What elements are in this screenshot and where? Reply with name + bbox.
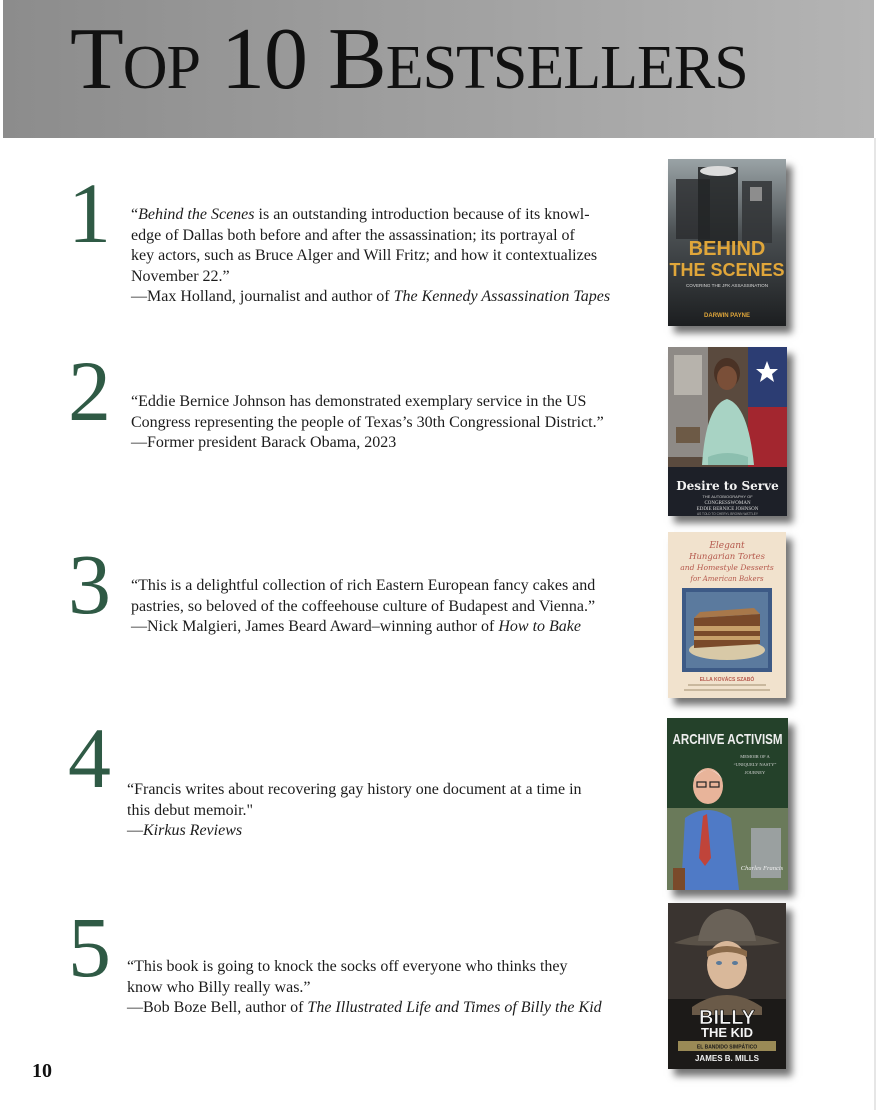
svg-text:MEMOIR OF A: MEMOIR OF A [740, 754, 770, 759]
book-cover-desire-to-serve[interactable] [668, 347, 787, 516]
book-cover-behind-the-scenes[interactable] [668, 159, 786, 326]
svg-text:THE AUTOBIOGRAPHY OF: THE AUTOBIOGRAPHY OF [702, 494, 753, 499]
review-quote [131, 392, 604, 454]
svg-text:AS TOLD TO CHERYL BROWN WATTLE: AS TOLD TO CHERYL BROWN WATTLEY [696, 512, 759, 516]
quote-attribution: —Nick Malgieri, James Beard Award–winning author of How to Bake [131, 618, 581, 635]
cover-author: JAMES B. MILLS [694, 1054, 760, 1063]
quote-line: this debut memoir." [127, 801, 254, 819]
svg-text:EDDIE BERNICE JOHNSON: EDDIE BERNICE JOHNSON [696, 507, 759, 512]
quote-line: edge of Dallas both before and after the assassination; its portrayal of [131, 226, 575, 244]
quote-line: Congress representing the people of Texas’s 30th Congressional District.” [131, 413, 604, 431]
cover-title-line2: THE SCENES [669, 260, 785, 280]
cover-author: ELLA KOVÁCS SZABÓ [699, 677, 755, 683]
quote-line: pastries, so beloved of the coffeehouse culture of Budapest and Vienna.” [131, 597, 596, 615]
rank-number: 3 [68, 536, 111, 632]
quote-line: key actors, such as Bruce Alger and Will Fritz; and how it contextualizes [131, 247, 598, 264]
quote-line: “Francis writes about recovering gay history one document at a time in [127, 781, 582, 798]
review-quote [131, 205, 610, 308]
rank-number: 1 [68, 165, 111, 261]
review-quote [127, 957, 602, 1019]
svg-text:Hungarian Tortes: Hungarian Tortes [689, 552, 765, 562]
page-header [3, 0, 874, 138]
cover-title-line2: THE KID [701, 1025, 753, 1040]
cover-title: Desire to Serve [676, 479, 779, 493]
svg-text:JOURNEY: JOURNEY [744, 770, 766, 775]
cover-subtitle: EL BANDIDO SIMPÁTICO [696, 1044, 758, 1051]
rank-number: 4 [68, 710, 111, 806]
cover-title-line1: BILLY [699, 1007, 755, 1029]
cover-author: DARWIN PAYNE [704, 313, 750, 319]
quote-line: know who Billy really was.” [127, 978, 311, 996]
review-quote [131, 576, 595, 638]
book-cover-billy-the-kid[interactable] [668, 903, 786, 1069]
quote-attribution: —Bob Boze Bell, author of The Illustrated Life and Times of Billy the Kid [127, 999, 602, 1016]
quote-attribution: —Former president Barack Obama, 2023 [131, 434, 397, 451]
cover-author: Charles Francis [740, 865, 784, 872]
page-title: Top 10 Bestsellers [70, 11, 748, 108]
rank-number: 5 [68, 899, 111, 995]
svg-text:“UNIQUELY NASTY”: “UNIQUELY NASTY” [733, 762, 777, 767]
book-cover-archive-activism[interactable] [667, 718, 788, 890]
quote-attribution: —Kirkus Reviews [127, 822, 243, 839]
book-cover-hungarian-tortes[interactable] [668, 532, 786, 698]
quote-line: “Behind the Scenes is an outstanding introduction because of its knowl- [131, 206, 590, 223]
quote-line: “This book is going to knock the socks off everyone who thinks they [127, 958, 568, 975]
svg-text:CONGRESSWOMAN: CONGRESSWOMAN [704, 501, 751, 506]
quote-attribution: —Max Holland, journalist and author of The Kennedy Assassination Tapes [131, 288, 611, 305]
quote-line: November 22.” [131, 267, 230, 285]
page-number: 10 [32, 1060, 52, 1082]
quote-line: “Eddie Bernice Johnson has demonstrated exemplary service in the US [131, 393, 587, 410]
svg-text:and Homestyle Desserts: and Homestyle Desserts [680, 563, 774, 572]
cover-title: ARCHIVE ACTIVISM [672, 731, 783, 748]
cover-title-line1: BEHIND [688, 238, 766, 260]
cover-subtitle: COVERING THE JFK ASSASSINATION [685, 283, 769, 288]
svg-text:for American Bakers: for American Bakers [690, 575, 764, 583]
review-quote [127, 780, 582, 842]
quote-line: “This is a delightful collection of rich Eastern European fancy cakes and [131, 577, 596, 594]
rank-number: 2 [68, 343, 111, 439]
svg-text:Elegant: Elegant [709, 541, 745, 551]
